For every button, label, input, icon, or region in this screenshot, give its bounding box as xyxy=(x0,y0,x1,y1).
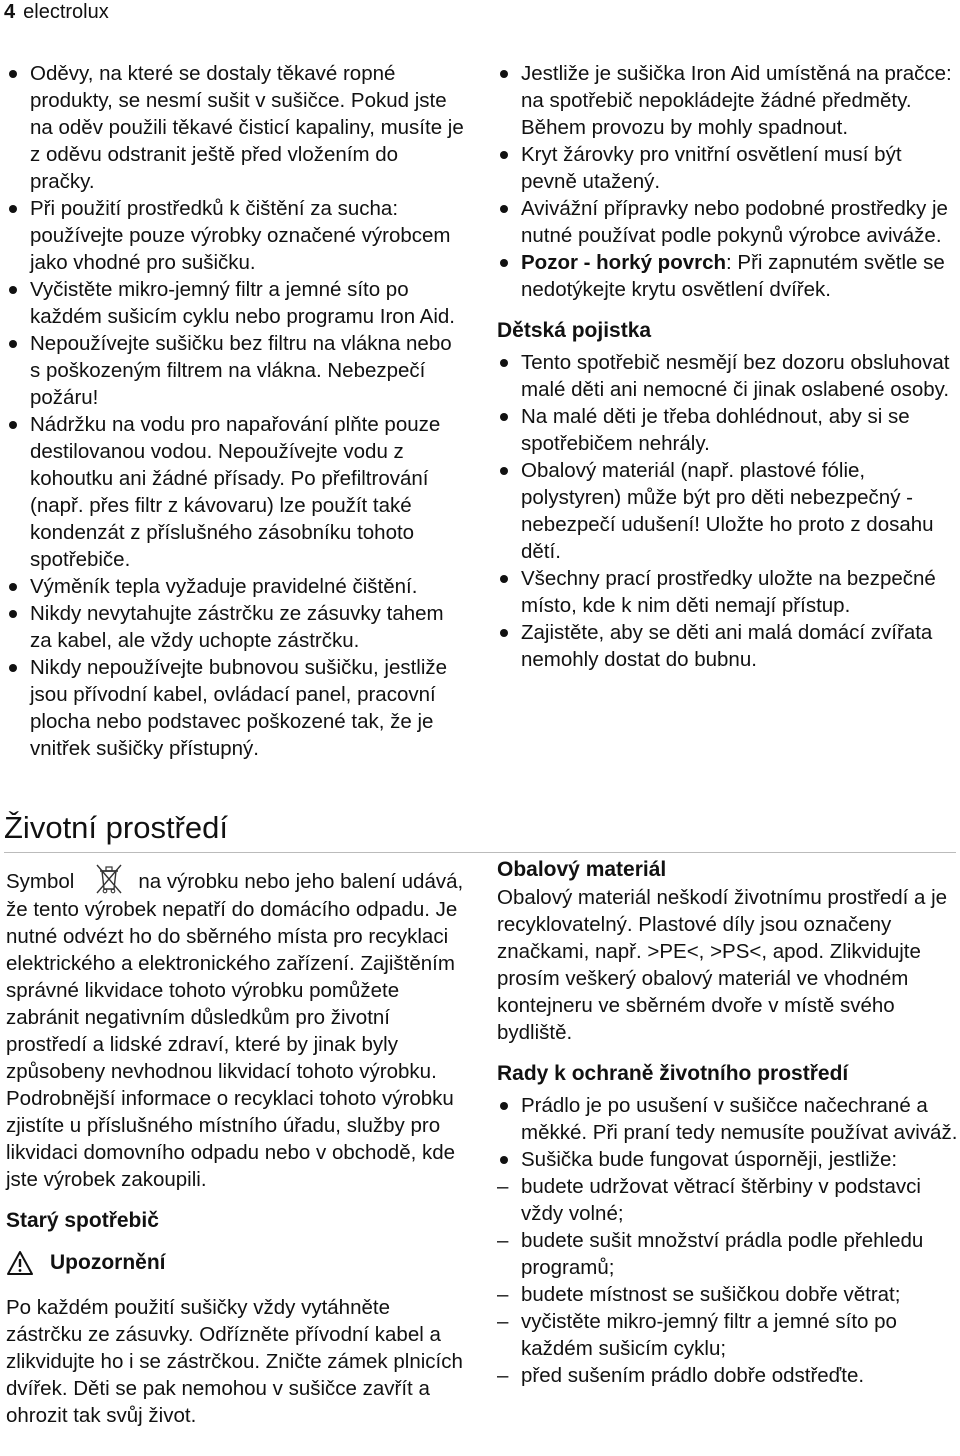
disposal-paragraph xyxy=(6,862,468,1193)
disposal-text: na výrobku nebo jeho balení udává, že tento výrobek nepatří do domácího odpadu. Je nutné odvézt ho do sběrného místa pro recyklaci elektrického a elektronického zařízení. Zajištěním správné likvidace tohoto výrobku pomůžete zabránit negativním důsledkům pro životní prostředí a lidské zdraví, které by jinak byly způsobeny nevhodnou likvidací tohoto výrobku. Podrobnější informace o recyklaci tohoto výrobku zjistíte u příslušného místního úřadu, služby pro likvidaci domovního odpadu nebo v obchodě, kde jste výrobek zakoupili. xyxy=(6,870,464,1191)
section-title: Životní prostředí xyxy=(4,808,956,853)
list-item: Nikdy nevytahujte zástrčku ze zásuvky tahem za kabel, ale vždy uchopte zástrčku. xyxy=(6,600,464,654)
child-safety-heading: Dětská pojistka xyxy=(497,319,652,342)
warning-triangle-icon xyxy=(6,1250,34,1276)
list-item: Tento spotřebič nesmějí bez dozoru obsluhovat malé děti ani nemocné či jinak oslabené osoby. xyxy=(497,349,957,403)
list-item: Sušička bude fungovat úsporněji, jestliže: xyxy=(497,1146,959,1173)
list-item: Nikdy nepoužívejte bubnovou sušičku, jestliže jsou přívodní kabel, ovládací panel, pracovní plocha nebo podstavec poškozené tak, že je vnitřek sušičky přístupný. xyxy=(6,654,464,762)
hot-surface-text: : Při zapnutém světle se nedotýkejte krytu osvětlení dvířek. xyxy=(521,251,945,301)
environment-tips-heading: Rady k ochraně životního prostředí xyxy=(497,1062,849,1085)
page-header xyxy=(4,0,109,24)
old-appliance-heading: Starý spotřebič xyxy=(6,1209,159,1232)
safety-left-column xyxy=(6,60,464,762)
dash-item: – vyčistěte mikro-jemný filtr a jemné síto po každém sušicím cyklu; xyxy=(497,1308,959,1362)
list-item: Obalový materiál (např. plastové fólie, polystyren) může být pro děti nebezpečný - nebezpečí udušení! Uložte ho proto z dosahu dětí. xyxy=(497,457,957,565)
list-item: Na malé děti je třeba dohlédnout, aby si se spotřebičem nehrály. xyxy=(497,403,957,457)
warning-row xyxy=(6,1249,468,1276)
safety-right-column xyxy=(497,60,957,673)
packaging-heading: Obalový materiál xyxy=(497,858,667,881)
list-item: Vyčistěte mikro-jemný filtr a jemné síto po každém sušicím cyklu nebo programu Iron Aid. xyxy=(6,276,464,330)
list-item: Nádržku na vodu pro napařování plňte pouze destilovanou vodou. Nepoužívejte vodu z kohoutku ani žádné přísady. Po přefiltrování (např. přes filtr z kávovaru) lze použít také kondenzát z příslušného zásobníku tohoto spotřebiče. xyxy=(6,411,464,573)
list-item: Prádlo je po usušení v sušičce načechrané a měkké. Při praní tedy nemusíte používat aviváž. xyxy=(497,1092,959,1146)
symbol-word: Symbol xyxy=(6,870,75,893)
list-item: Jestliže je sušička Iron Aid umístěná na pračce: na spotřebič nepokládejte žádné předměty. Během provozu by mohly spadnout. xyxy=(497,60,957,141)
list-item: Zajistěte, aby se děti ani malá domácí zvířata nemohly dostat do bubnu. xyxy=(497,619,957,673)
list-item: Výměník tepla vyžaduje pravidelné čištění. xyxy=(6,573,464,600)
page-number: 4 xyxy=(4,1,16,23)
list-item: Avivážní přípravky nebo podobné prostředky je nutné používat podle pokynů výrobce aviváže. xyxy=(497,195,957,249)
dash-item: – budete sušit množství prádla podle přehledu programů; xyxy=(497,1227,959,1281)
list-item: Oděvy, na které se dostaly těkavé ropné produkty, se nesmí sušit v sušičce. Pokud jste na oděv použili těkavé čisticí kapaliny, musíte je z oděvu odstranit ještě před vložením do pračky. xyxy=(6,60,464,195)
list-item-hot-surface xyxy=(497,249,957,303)
old-appliance-paragraph: Po každém použití sušičky vždy vytáhněte zástrčku ze zásuvky. Odřízněte přívodní kabel a zlikvidujte ho i se zástrčkou. Zničte zámek plnicích dvířek. Děti se pak nemohou v sušičce zavřít a ohrozit tak svůj život. xyxy=(6,1296,463,1427)
list-item: Kryt žárovky pro vnitřní osvětlení musí být pevně utažený. xyxy=(497,141,957,195)
list-item: Při použití prostředků k čištění za sucha: používejte pouze výrobky označené výrobcem jako vhodné pro sušičku. xyxy=(6,195,464,276)
packaging-paragraph: Obalový materiál neškodí životnímu prostředí a je recyklovatelný. Plastové díly jsou označeny značkami, např. >PE<, >PS<, apod. Zlikvidujte prosím veškerý obalový materiál ve vhodném kontejneru ve sběrném dvoře v místě svého bydliště. xyxy=(497,886,948,1044)
dash-item: – budete udržovat větrací štěrbiny v podstavci vždy volné; xyxy=(497,1173,959,1227)
crossed-bin-icon xyxy=(92,862,126,896)
brand-name: electrolux xyxy=(23,1,109,23)
hot-surface-warning: Pozor - horký povrch xyxy=(521,251,727,274)
warning-label: Upozornění xyxy=(50,1251,166,1274)
list-item: Nepoužívejte sušičku bez filtru na vlákna nebo s poškozeným filtrem na vlákna. Nebezpečí požáru! xyxy=(6,330,464,411)
environment-left-column xyxy=(6,862,468,1429)
list-item: Všechny prací prostředky uložte na bezpečné místo, kde k nim děti nemají přístup. xyxy=(497,565,957,619)
dash-item: – budete místnost se sušičkou dobře větrat; xyxy=(497,1281,959,1308)
dash-item: – před sušením prádlo dobře odstřeďte. xyxy=(497,1362,959,1389)
environment-right-column xyxy=(497,856,959,1389)
